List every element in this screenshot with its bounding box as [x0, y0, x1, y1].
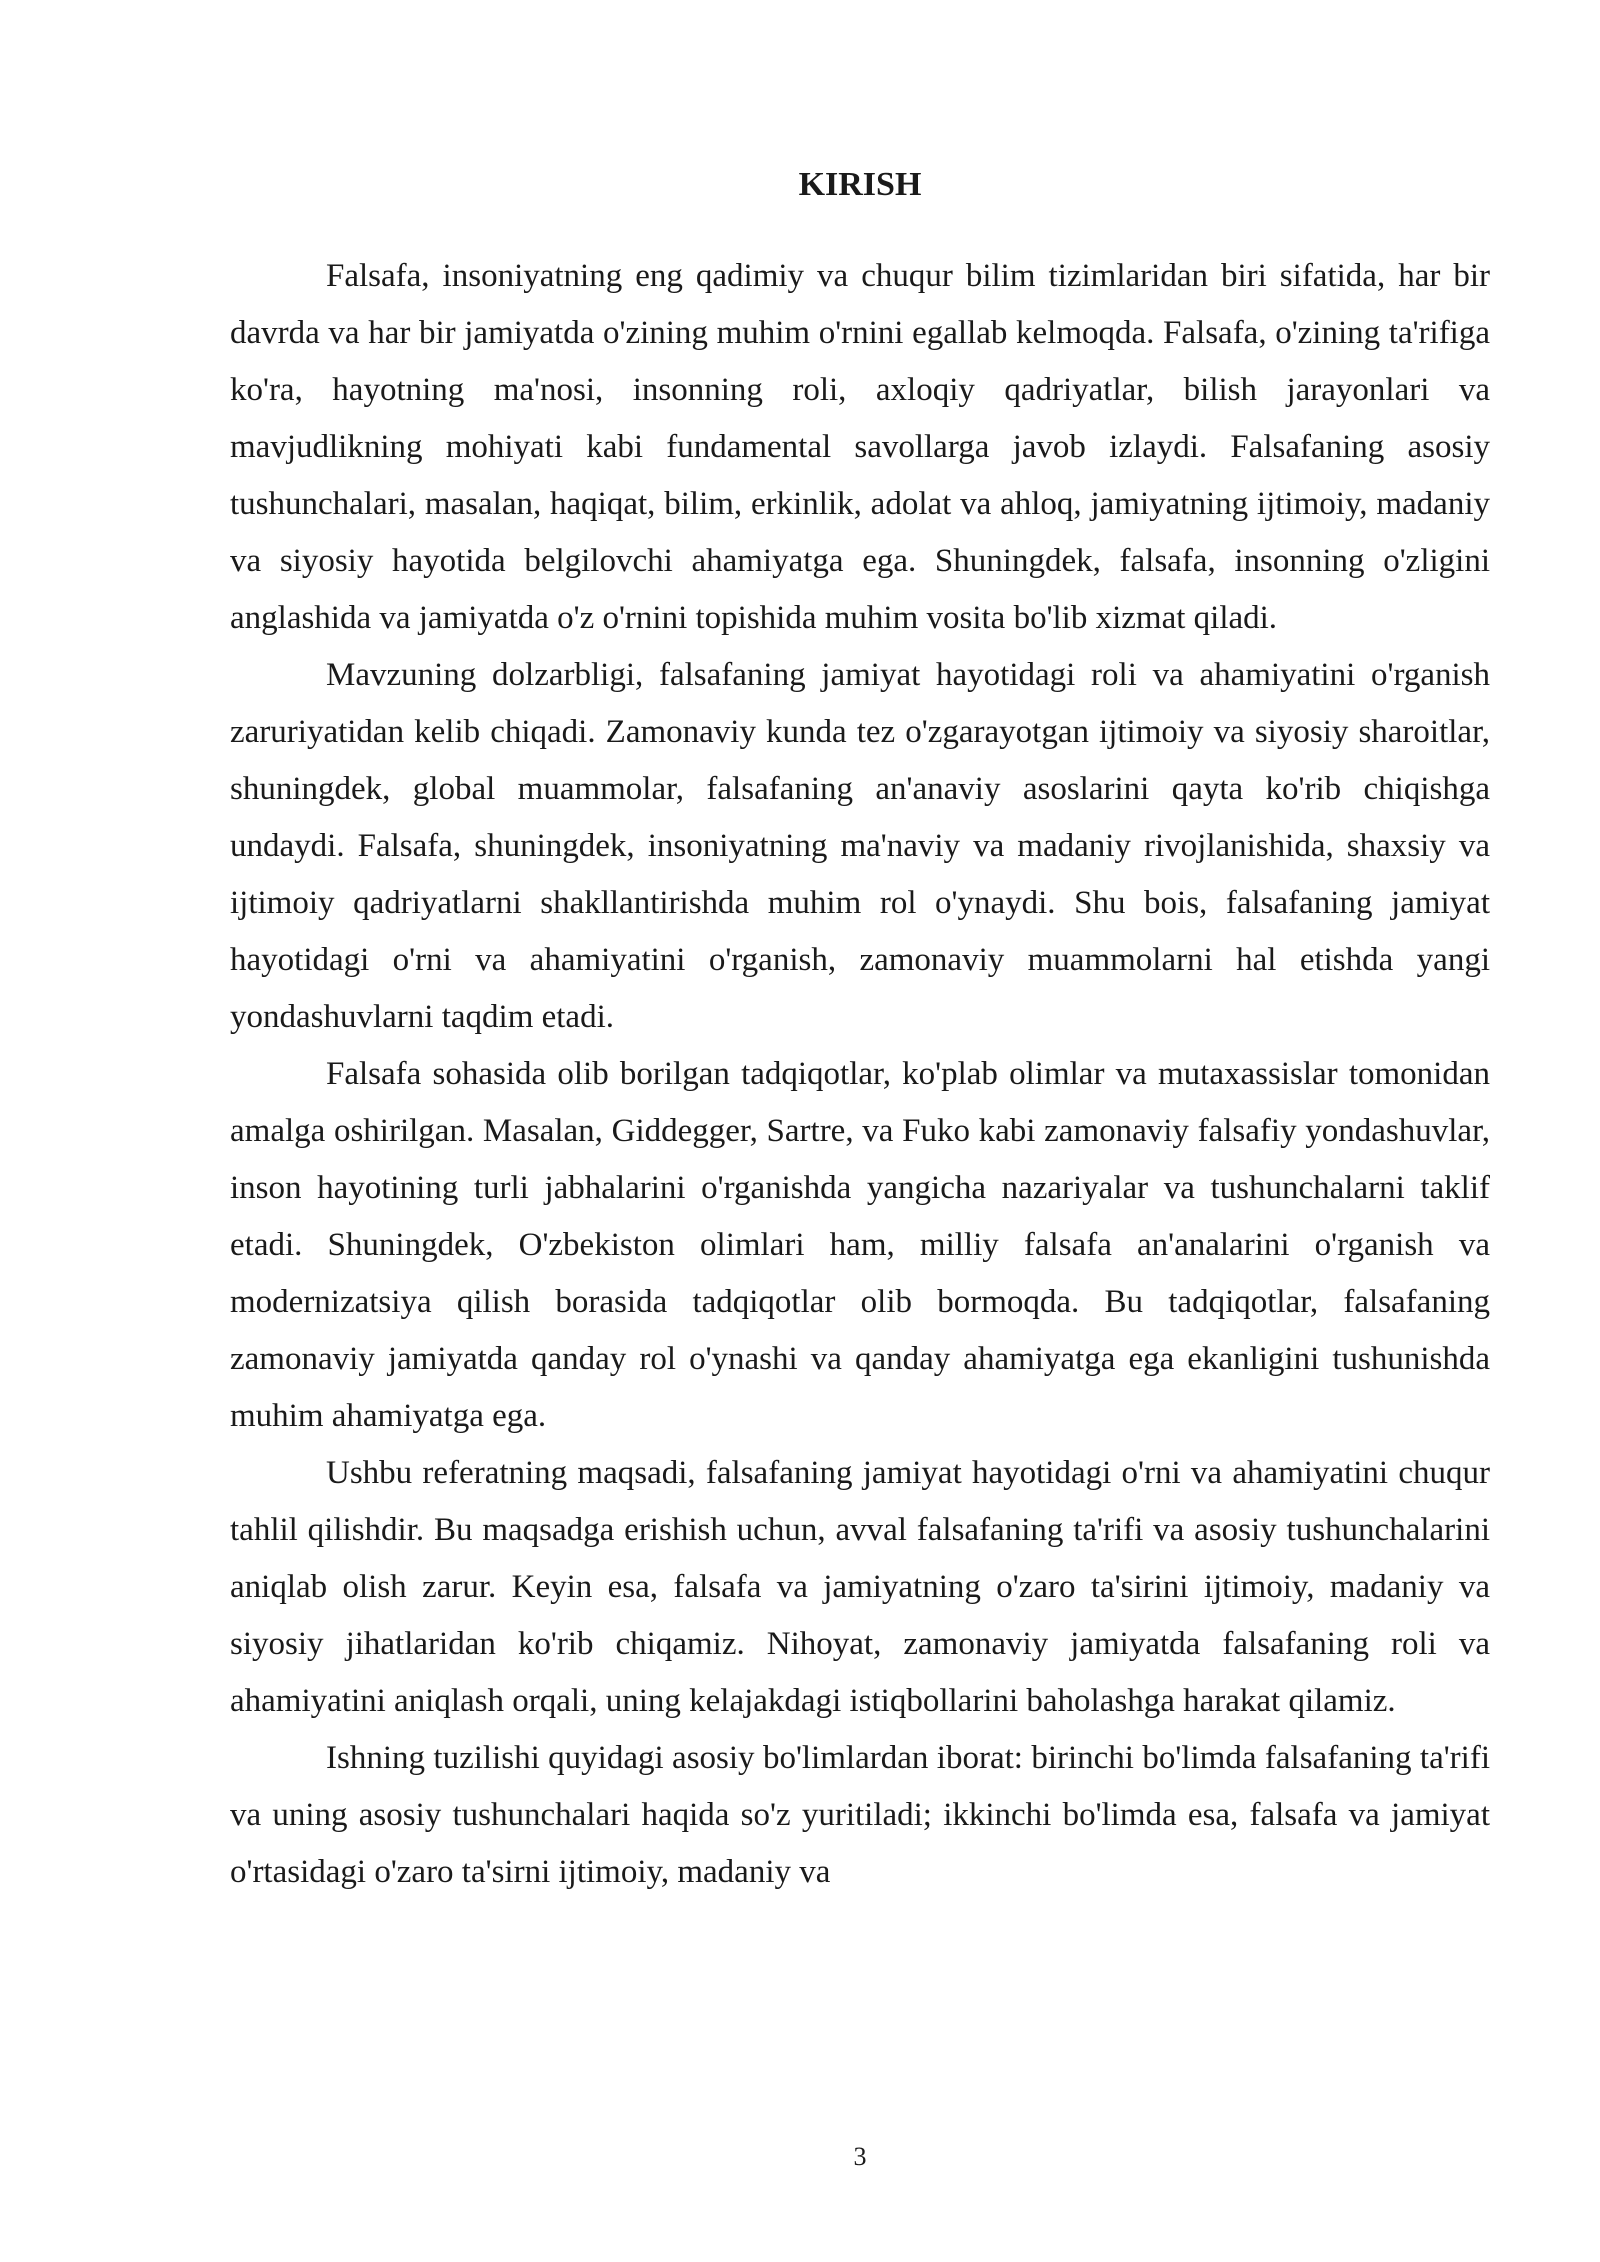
paragraph-3: Falsafa sohasida olib borilgan tadqiqotlar, ko'plab olimlar va mutaxassislar tomonidan amalga oshirilgan. Masalan, Giddegger, Sartre, va Fuko kabi zamonaviy falsafiy yondashuvlar, inson hayotining turli jabhalarini o'rganishda yangicha nazariyalar va tushunchalarni taklif etadi. Shuningdek, O'zbekiston olimlari ham, milliy falsafa an'analarini o'rganish va modernizatsiya qilish borasida tadqiqotlar olib bormoqda. Bu tadqiqotlar, falsafaning zamonaviy jamiyatda qanday rol o'ynashi va qanday ahamiyatga ega ekanligini tushunishda muhim ahamiyatga ega. — [230, 1056, 1490, 1434]
page-number: 3 — [853, 2142, 867, 2171]
section-title: KIRISH — [798, 166, 922, 203]
body-text — [230, 248, 1490, 1901]
paragraph-2: Mavzuning dolzarbligi, falsafaning jamiyat hayotidagi roli va ahamiyatini o'rganish zaruriyatidan kelib chiqadi. Zamonaviy kunda tez o'zgarayotgan ijtimoiy va siyosiy sharoitlar, shuningdek, global muammolar, falsafaning an'anaviy asoslarini qayta ko'rib chiqishga undaydi. Falsafa, shuningdek, insoniyatning ma'naviy va madaniy rivojlanishida, shaxsiy va ijtimoiy qadriyatlarni shakllantirishda muhim rol o'ynaydi. Shu bois, falsafaning jamiyat hayotidagi o'rni va ahamiyatini o'rganish, zamonaviy muammolarni hal etishda yangi yondashuvlarni taqdim etadi. — [230, 657, 1490, 1035]
paragraph-4: Ushbu referatning maqsadi, falsafaning jamiyat hayotidagi o'rni va ahamiyatini chuqur tahlil qilishdir. Bu maqsadga erishish uchun, avval falsafaning ta'rifi va asosiy tushunchalarini aniqlab olish zarur. Keyin esa, falsafa va jamiyatning o'zaro ta'sirini ijtimoiy, madaniy va siyosiy jihatlaridan ko'rib chiqamiz. Nihoyat, zamonaviy jamiyatda falsafaning roli va ahamiyatini aniqlash orqali, uning kelajakdagi istiqbollarini baholashga harakat qilamiz. — [230, 1455, 1490, 1719]
paragraph-5: Ishning tuzilishi quyidagi asosiy bo'limlardan iborat: birinchi bo'limda falsafaning ta'rifi va uning asosiy tushunchalari haqida so'z yuritiladi; ikkinchi bo'limda esa, falsafa va jamiyat o'rtasidagi o'zaro ta'sirni ijtimoiy, madaniy va — [230, 1740, 1490, 1890]
paragraph-1: Falsafa, insoniyatning eng qadimiy va chuqur bilim tizimlaridan biri sifatida, har bir davrda va har bir jamiyatda o'zining muhim o'rnini egallab kelmoqda. Falsafa, o'zining ta'rifiga ko'ra, hayotning ma'nosi, insonning roli, axloqiy qadriyatlar, bilish jarayonlari va mavjudlikning mohiyati kabi fundamental savollarga javob izlaydi. Falsafaning asosiy tushunchalari, masalan, haqiqat, bilim, erkinlik, adolat va ahloq, jamiyatning ijtimoiy, madaniy va siyosiy hayotida belgilovchi ahamiyatga ega. Shuningdek, falsafa, insonning o'zligini anglashida va jamiyatda o'z o'rnini topishida muhim vosita bo'lib xizmat qiladi. — [230, 258, 1490, 636]
document-page — [230, 0, 1490, 2262]
